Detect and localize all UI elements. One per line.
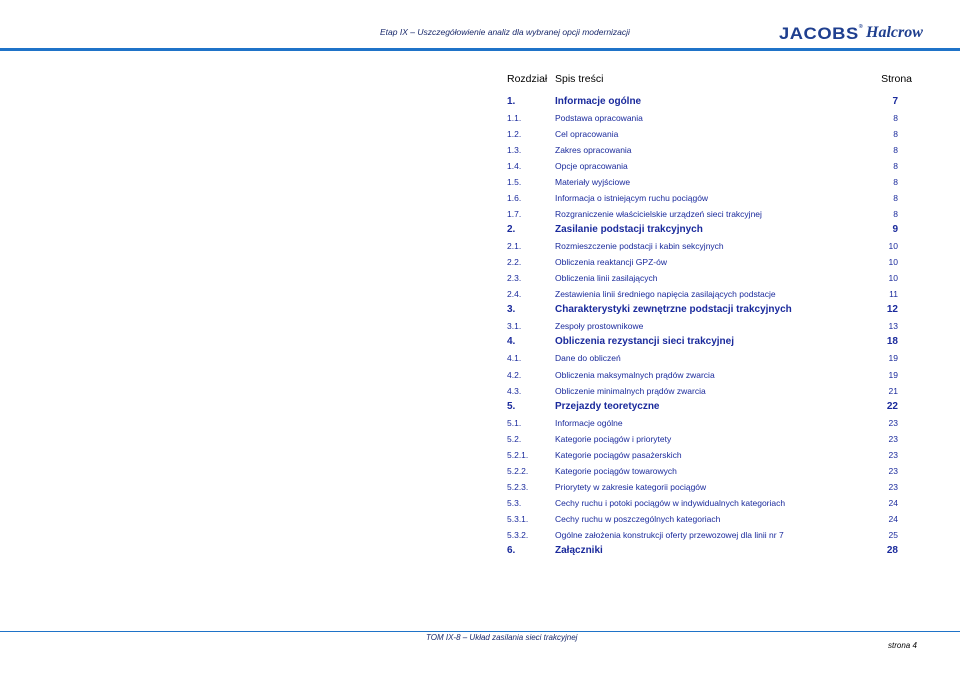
toc-header-page: Strona: [881, 73, 912, 85]
toc-entry-page: 21: [888, 385, 898, 396]
toc-entry-number: 5.: [507, 400, 516, 412]
toc-entry-number: 2.3.: [507, 273, 522, 284]
toc-entry-title[interactable]: Charakterystyki zewnętrzne podstacji trakcyjnych: [555, 304, 792, 316]
toc-entry-page: 7: [892, 96, 898, 107]
toc-entry[interactable]: [0, 289, 960, 303]
toc-entry-title[interactable]: Informacje ogólne: [555, 96, 642, 107]
toc-entry-page: 25: [888, 529, 898, 540]
toc-entry[interactable]: [0, 466, 960, 480]
toc-entry-number: 1.: [507, 96, 516, 107]
toc-entry-page: 19: [888, 353, 898, 364]
toc-entry-page: 24: [888, 513, 898, 524]
toc-entry-number: 4.2.: [507, 369, 522, 380]
footer-title: TOM IX-8 – Układ zasilania sieci trakcyjnej: [426, 633, 578, 642]
footer-rule: [0, 631, 960, 632]
toc-entry-title[interactable]: Obliczenia reaktancji GPZ-ów: [555, 257, 667, 268]
toc-entry[interactable]: [0, 530, 960, 544]
toc-entry-number: 5.2.3.: [507, 481, 529, 492]
toc-entry-page: 10: [888, 241, 898, 252]
toc-entry[interactable]: [0, 257, 960, 271]
toc-entry-title[interactable]: Materiały wyjściowe: [555, 177, 631, 188]
toc-entry-number: 1.1.: [507, 113, 522, 124]
toc-entry-number: 2.: [507, 224, 516, 236]
toc-entry[interactable]: [0, 450, 960, 464]
toc-entry-page: 10: [888, 273, 898, 284]
toc-entry-page: 8: [893, 113, 898, 124]
toc-entry-page: 23: [888, 481, 898, 492]
toc-entry-title[interactable]: Zakres opracowania: [555, 145, 632, 156]
toc-entry-title[interactable]: Rozmieszczenie podstacji i kabin sekcyjnych: [555, 241, 724, 252]
toc-entry[interactable]: [0, 418, 960, 432]
toc-entry[interactable]: [0, 304, 960, 318]
toc-entry[interactable]: [0, 224, 960, 238]
toc-entry[interactable]: [0, 273, 960, 287]
toc-entry[interactable]: [0, 498, 960, 512]
toc-entry[interactable]: [0, 514, 960, 528]
toc-entry-number: 4.3.: [507, 385, 522, 396]
toc-entry-page: 13: [888, 321, 898, 332]
toc-entry-title[interactable]: Podstawa opracowania: [555, 113, 643, 124]
toc-entry-title[interactable]: Rozgraniczenie właścicielskie urządzeń sieci trakcyjnej: [555, 209, 762, 220]
toc-entry-number: 2.4.: [507, 289, 522, 300]
toc-entry-title[interactable]: Ogólne założenia konstrukcji oferty przewozowej dla linii nr 7: [555, 529, 784, 540]
toc-entry[interactable]: [0, 113, 960, 127]
toc-entry-number: 5.3.: [507, 497, 522, 508]
toc-entry-number: 1.4.: [507, 161, 522, 172]
toc-entry[interactable]: [0, 353, 960, 367]
toc-entry-title[interactable]: Informacje ogólne: [555, 417, 623, 428]
toc-entry[interactable]: [0, 370, 960, 384]
toc-entry-number: 1.6.: [507, 193, 522, 204]
toc-entry-title[interactable]: Opcje opracowania: [555, 161, 628, 172]
toc-entry-title[interactable]: Kategorie pociągów pasażerskich: [555, 449, 682, 460]
toc-header-contents: Spis treści: [555, 73, 604, 85]
header-title: Etap IX – Uszczegółowienie analiz dla wybranej opcji modernizacji: [380, 27, 630, 37]
toc-entry-title[interactable]: Zespoły prostownikowe: [555, 321, 644, 332]
toc-entry[interactable]: [0, 482, 960, 496]
toc-entry-number: 5.3.2.: [507, 529, 529, 540]
jacobs-logo: JACOBS®: [779, 24, 864, 43]
toc-entry-page: 23: [888, 449, 898, 460]
toc-entry[interactable]: [0, 336, 960, 350]
toc-header-chapter: Rozdział: [507, 73, 548, 85]
toc-entry-number: 1.7.: [507, 209, 522, 220]
toc-entry-page: 28: [886, 544, 898, 556]
toc-entry[interactable]: [0, 209, 960, 223]
toc-entry-page: 9: [892, 224, 898, 236]
toc-entry-title[interactable]: Kategorie pociągów towarowych: [555, 465, 677, 476]
toc-entry[interactable]: [0, 386, 960, 400]
toc-entry-title[interactable]: Obliczenia rezystancji sieci trakcyjnej: [555, 336, 734, 348]
toc-entry-number: 5.2.2.: [507, 465, 529, 476]
toc-entry-page: 24: [888, 497, 898, 508]
footer-page-number: strona 4: [888, 641, 917, 650]
toc-entry-title[interactable]: Informacja o istniejącym ruchu pociągów: [555, 193, 709, 204]
toc-entry[interactable]: [0, 129, 960, 143]
toc-entry-number: 5.2.: [507, 433, 522, 444]
toc-entry-number: 5.3.1.: [507, 513, 529, 524]
toc-entry[interactable]: [0, 401, 960, 415]
toc-entry-number: 2.2.: [507, 257, 522, 268]
toc-entry-title[interactable]: Kategorie pociągów i priorytety: [555, 433, 672, 444]
toc-entry-title[interactable]: Obliczenie minimalnych prądów zwarcia: [555, 385, 706, 396]
toc-entry-number: 1.5.: [507, 177, 522, 188]
toc-entry-page: 10: [888, 257, 898, 268]
toc-entry-page: 12: [886, 304, 898, 316]
toc-entry-title[interactable]: Obliczenia maksymalnych prądów zwarcia: [555, 369, 715, 380]
toc-entry-page: 8: [893, 161, 898, 172]
toc-entry-title[interactable]: Priorytety w zakresie kategorii pociągów: [555, 481, 707, 492]
toc-entry-number: 1.2.: [507, 129, 522, 140]
toc-entry-number: 5.2.1.: [507, 449, 529, 460]
toc-entry-page: 23: [888, 433, 898, 444]
toc-entry-title[interactable]: Zasilanie podstacji trakcyjnych: [555, 224, 703, 236]
header-rule: [0, 48, 960, 51]
toc-entry-page: 23: [888, 465, 898, 476]
toc-entry-page: 11: [889, 289, 898, 300]
toc-entry-number: 2.1.: [507, 241, 522, 252]
toc-entry-number: 4.: [507, 336, 516, 348]
toc-entry-page: 18: [886, 336, 898, 348]
toc-entry-number: 6.: [507, 544, 516, 556]
toc-entry-page: 8: [893, 145, 898, 156]
toc-entry-page: 8: [893, 129, 898, 140]
toc-entry-number: 4.1.: [507, 353, 522, 364]
toc-entry-number: 3.1.: [507, 321, 522, 332]
halcrow-logo: Halcrow: [866, 24, 923, 41]
toc-entry-title[interactable]: Załączniki: [555, 544, 603, 556]
toc-entry[interactable]: [0, 434, 960, 448]
toc-entry-number: 3.: [507, 304, 516, 316]
toc-entry[interactable]: [0, 145, 960, 159]
toc-entry[interactable]: [0, 96, 960, 110]
toc-entry-title[interactable]: Cechy ruchu i potoki pociągów w indywidualnych kategoriach: [555, 497, 786, 508]
toc-entry-page: 19: [888, 369, 898, 380]
toc-entry-title[interactable]: Przejazdy teoretyczne: [555, 400, 660, 412]
toc-entry-page: 22: [886, 400, 898, 412]
toc-entry-title[interactable]: Cechy ruchu w poszczególnych kategoriach: [555, 513, 721, 524]
toc-entry[interactable]: [0, 193, 960, 207]
toc-entry-page: 8: [893, 193, 898, 204]
jacobs-logo-text: JACOBS: [779, 24, 859, 43]
toc-entry-title[interactable]: Cel opracowania: [555, 129, 619, 140]
toc-entry[interactable]: [0, 241, 960, 255]
toc-entry-title[interactable]: Dane do obliczeń: [555, 353, 621, 364]
toc-entry-number: 1.3.: [507, 145, 522, 156]
toc-entry-number: 5.1.: [507, 417, 522, 428]
toc-entry-title[interactable]: Zestawienia linii średniego napięcia zasilających podstacje: [555, 289, 776, 300]
toc-entry-page: 8: [893, 209, 898, 220]
toc-entry[interactable]: [0, 177, 960, 191]
toc-entry[interactable]: [0, 545, 960, 559]
toc-entry-page: 23: [888, 417, 898, 428]
toc-entry-page: 8: [893, 177, 898, 188]
toc-entry[interactable]: [0, 161, 960, 175]
toc-entry-title[interactable]: Obliczenia linii zasilających: [555, 273, 658, 284]
toc-entry[interactable]: [0, 321, 960, 335]
